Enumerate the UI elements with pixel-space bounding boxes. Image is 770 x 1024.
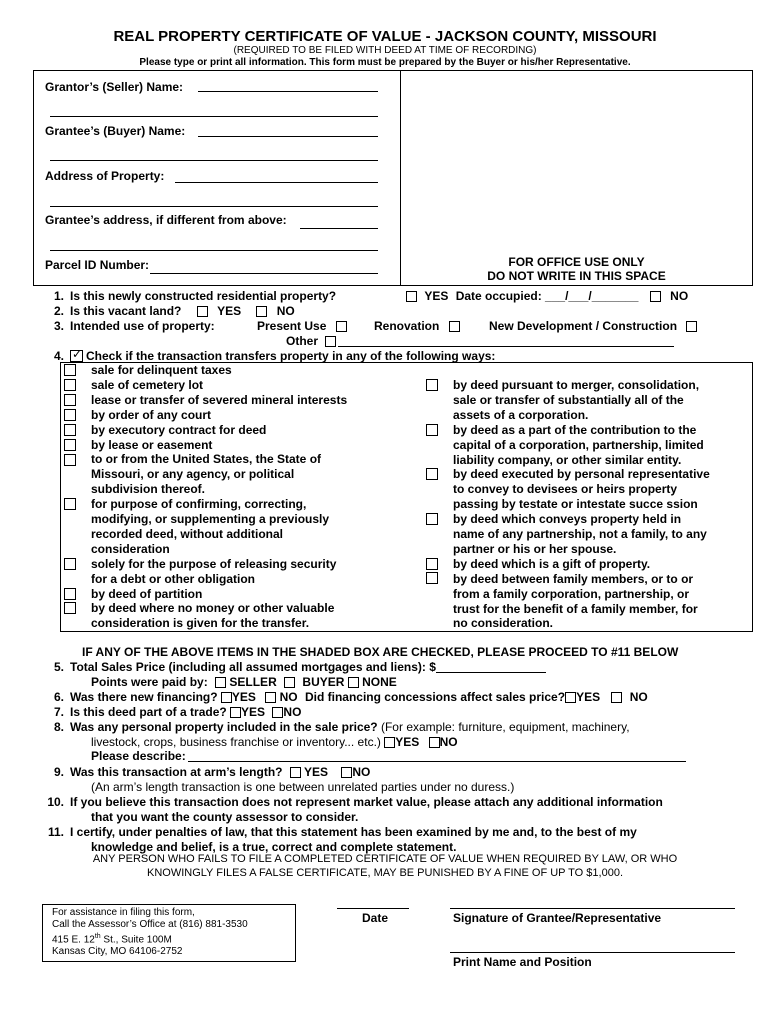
list-item: solely for the purpose of releasing security [91, 556, 337, 571]
list-item: by deed between family members, or to or [453, 571, 694, 586]
form-subtitle: (REQUIRED TO BE FILED WITH DEED AT TIME OF RECORDING) [233, 45, 537, 56]
q8-describe-field[interactable] [188, 749, 686, 762]
q3-new-development: New Development / Construction [489, 319, 697, 333]
q5-points: Points were paid by: SELLER BUYER NONE [91, 675, 397, 689]
checkbox-mineral-interests[interactable] [64, 394, 76, 406]
date-field[interactable] [337, 908, 409, 909]
list-item: subdivision thereof. [91, 482, 206, 497]
checkbox-delinquent-taxes[interactable] [64, 364, 76, 376]
q8-yes-checkbox[interactable] [384, 737, 395, 748]
list-item: sale or transfer of substantially all of the [453, 392, 684, 407]
list-item: sale for delinquent taxes [91, 363, 232, 377]
grantee-name-field[interactable] [198, 136, 378, 137]
q3-renovation: Renovation [374, 319, 460, 333]
list-item: consideration is given for the transfer. [91, 616, 310, 631]
question-2: 2. Is this vacant land? YES NO [53, 304, 295, 318]
q8-describe: Please describe: [91, 749, 686, 763]
q3-other-field[interactable] [338, 346, 674, 347]
form-title: REAL PROPERTY CERTIFICATE OF VALUE - JACKSON COUNTY, MISSOURI [113, 28, 657, 45]
address-label: Address of Property: [45, 169, 165, 183]
list-item: consideration [91, 541, 170, 556]
points-none-checkbox[interactable] [348, 677, 359, 688]
list-item: by deed as a part of the contribution to the [453, 422, 697, 437]
print-name-field[interactable] [450, 952, 735, 953]
list-item: by deed executed by personal representative [453, 467, 710, 482]
q7-no-checkbox[interactable] [272, 707, 283, 718]
checkbox-gift[interactable] [426, 558, 438, 570]
points-seller-checkbox[interactable] [215, 677, 226, 688]
list-item: modifying, or supplementing a previously [91, 512, 330, 526]
grantor-label: Grantor’s (Seller) Name: [45, 80, 184, 94]
question-7: 7. Is this deed part of a trade? YES NO [53, 705, 302, 719]
q9-no-checkbox[interactable] [341, 767, 352, 778]
q7-yes-checkbox[interactable] [230, 707, 241, 718]
penalty-line2: KNOWINGLY FILES A FALSE CERTIFICATE, MAY BE PUNISHED BY A FINE OF UP TO $1,000. [146, 867, 623, 879]
list-item: by deed which is a gift of property. [453, 556, 651, 571]
q8-no-checkbox[interactable] [429, 737, 440, 748]
list-item: for a debt or other obligation [91, 571, 255, 586]
list-item: partner or his or her spouse. [453, 541, 617, 556]
office-use-line1: FOR OFFICE USE ONLY [508, 255, 645, 269]
list-item: no consideration. [453, 616, 554, 631]
list-item: by lease or easement [91, 437, 213, 452]
list-item: name of any partnership, not a family, to any [453, 527, 707, 541]
parcel-id-field[interactable] [150, 273, 378, 274]
list-item: recorded deed, without additional [91, 526, 284, 541]
grantor-name-field-2[interactable] [50, 116, 378, 117]
q2-no-checkbox[interactable] [256, 306, 267, 317]
list-item: assets of a corporation. [453, 407, 589, 422]
form-instruction: Please type or print all information. This form must be prepared by the Buyer or his/her Representative. [139, 57, 631, 68]
grantee-address-field-2[interactable] [50, 250, 378, 251]
signature-field[interactable] [450, 908, 735, 909]
checkbox-releasing-security[interactable] [64, 558, 76, 570]
q6-concessions-yes-checkbox[interactable] [565, 692, 576, 703]
checkbox-executory-contract[interactable] [64, 424, 76, 436]
list-item: by deed of partition [91, 586, 203, 601]
list-item: liability company, or other similar entity. [453, 452, 682, 467]
checkbox-cemetery-lot[interactable] [64, 379, 76, 391]
list-item: sale of cemetery lot [91, 377, 204, 392]
penalty-line1: ANY PERSON WHO FAILS TO FILE A COMPLETED CERTIFICATE OF VALUE WHEN REQUIRED BY LAW, OR WHO [92, 853, 678, 865]
proceed-note: IF ANY OF THE ABOVE ITEMS IN THE SHADED BOX ARE CHECKED, PLEASE PROCEED TO #11 BELOW [82, 645, 679, 659]
question-11: 11. I certify, under penalties of law, that this statement has been examined by me and, to the best of my [47, 825, 637, 839]
list-item: Missouri, or any agency, or political [91, 467, 295, 482]
q9-yes-checkbox[interactable] [290, 767, 301, 778]
address-field-2[interactable] [50, 206, 378, 207]
checkbox-merger[interactable] [426, 379, 438, 391]
question-6: 6. Was there new financing? YES NO Did financing concessions affect sales price? YES NO [53, 690, 648, 704]
q6-yes-checkbox[interactable] [221, 692, 232, 703]
checkbox-deed-partition[interactable] [64, 588, 76, 600]
q3-present-use: Present Use [257, 319, 347, 333]
address-field[interactable] [175, 182, 378, 183]
grantee-address-field[interactable] [300, 228, 378, 229]
checkmark-icon: ✓ [72, 347, 83, 361]
list-item: trust for the benefit of a family member, for [453, 601, 698, 616]
list-item: by executory contract for deed [91, 422, 267, 437]
print-name-label: Print Name and Position [453, 955, 592, 969]
q6-concessions-no-checkbox[interactable] [611, 692, 622, 703]
list-item: by deed where no money or other valuable [91, 601, 335, 616]
grantee-address-label: Grantee’s address, if different from above: [45, 213, 287, 227]
grantor-name-field[interactable] [198, 91, 378, 92]
checkbox-confirming-deed[interactable] [64, 498, 76, 510]
checkbox-no-money[interactable] [64, 602, 76, 614]
list-item: lease or transfer of severed mineral interests [91, 392, 348, 407]
list-item: from a family corporation, partnership, or [453, 586, 690, 601]
question-9: 9. Was this transaction at arm’s length? YES NO [53, 765, 371, 779]
checkbox-family[interactable] [426, 572, 438, 584]
assistance-text: For assistance in filing this form, Call the Assessor’s Office at (816) 881-3530 415 E. 12th St., Suite 100M Kansas City, MO 64106-2752 [52, 907, 248, 958]
box-divider [400, 70, 401, 286]
checkbox-lease-easement[interactable] [64, 439, 76, 451]
signature-label: Signature of Grantee/Representative [453, 911, 662, 925]
checkbox-personal-rep[interactable] [426, 468, 438, 480]
list-item: to or from the United States, the State of [91, 452, 322, 467]
date-label: Date [362, 911, 389, 925]
question-10-cont: that you want the county assessor to consider. [91, 810, 359, 824]
question-8: 8. Was any personal property included in the sale price? (For example: furniture, equipment, machinery, [53, 720, 630, 734]
q3-other-checkbox[interactable] [325, 336, 336, 347]
checkbox-united-states[interactable] [64, 454, 76, 466]
question-10: 10. If you believe this transaction does not represent market value, please attach any additional information [47, 795, 663, 809]
question-4: 4. ✓ Check if the transaction transfers property in any of the following ways: [53, 347, 496, 363]
q1-no-checkbox[interactable] [650, 291, 661, 302]
list-item: by deed pursuant to merger, consolidation, [453, 378, 700, 392]
list-item: to convey to devisees or heirs property [453, 482, 678, 497]
list-item: passing by testate or intestate succe ssion [453, 497, 698, 512]
q6-no-checkbox[interactable] [265, 692, 276, 703]
office-use-line2: DO NOT WRITE IN THIS SPACE [487, 269, 666, 283]
q2-yes-checkbox[interactable] [197, 306, 208, 317]
q3-other: Other [286, 334, 336, 348]
q3-newdev-checkbox[interactable] [686, 321, 697, 332]
sales-price-field[interactable] [436, 660, 546, 673]
points-buyer-checkbox[interactable] [284, 677, 295, 688]
question-5: 5. Total Sales Price (including all assumed mortgages and liens): $ [42, 660, 546, 674]
list-item: for purpose of confirming, correcting, [91, 497, 307, 512]
checkbox-contribution[interactable] [426, 424, 438, 436]
q3-present-checkbox[interactable] [336, 321, 347, 332]
question-1: 1. Is this newly constructed residential property? [53, 289, 337, 303]
list-item: by deed which conveys property held in [453, 512, 682, 527]
checkbox-partnership[interactable] [426, 513, 438, 525]
checkbox-court-order[interactable] [64, 409, 76, 421]
question-11-cont: knowledge and belief, is a true, correct and complete statement. [91, 840, 457, 854]
question-3: 3. Intended use of property: [53, 319, 215, 333]
q9-note: (An arm’s length transaction is one between unrelated parties under no duress.) [91, 780, 515, 794]
grantee-label: Grantee’s (Buyer) Name: [45, 124, 186, 138]
list-item: by order of any court [91, 407, 212, 422]
list-item: capital of a corporation, partnership, limited [453, 437, 704, 452]
q8-example-2: livestock, crops, business franchise or inventory... etc.) YES NO [91, 735, 458, 749]
q1-yes-checkbox[interactable] [406, 291, 417, 302]
parcel-label: Parcel ID Number: [45, 258, 150, 272]
grantee-name-field-2[interactable] [50, 160, 378, 161]
question-1-answers: YES Date occupied: ___/___/_______ NO [406, 289, 688, 303]
q3-renovation-checkbox[interactable] [449, 321, 460, 332]
